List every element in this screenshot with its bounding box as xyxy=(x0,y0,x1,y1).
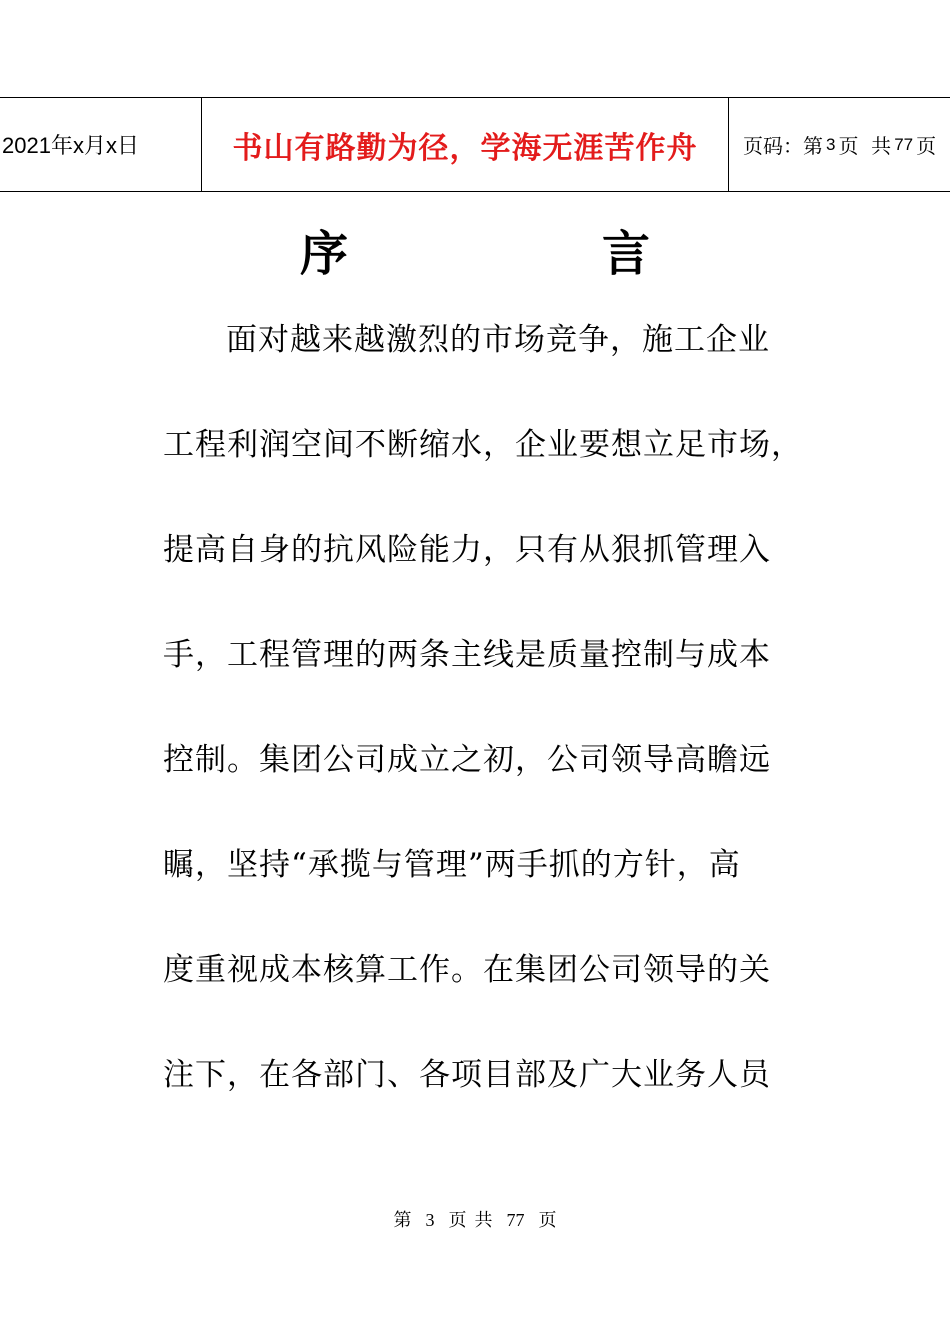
page-title-char-2: 言 xyxy=(602,226,651,282)
body-line: 手，工程管理的两条主线是质量控制与成本 xyxy=(163,637,771,673)
header-page-label: 页码：第 xyxy=(743,134,823,158)
footer-gong: 共 xyxy=(474,1210,493,1231)
header-page-number xyxy=(729,98,950,191)
footer-page-total: 77 xyxy=(506,1210,525,1230)
body-line: 面对越来越激烈的市场竞争，施工企业 xyxy=(226,322,770,358)
header-date-text: 2021年x月x日 xyxy=(2,133,139,158)
header-page-total: 77 xyxy=(894,134,914,154)
header-page-current: 3 xyxy=(826,134,836,154)
header-page-mid: 页 共 xyxy=(838,134,892,158)
header-page-tail: 页 xyxy=(916,134,937,158)
header-date xyxy=(0,98,202,191)
footer-di: 第 xyxy=(393,1210,412,1231)
body-line: 度重视成本核算工作。在集团公司领导的关 xyxy=(163,952,771,988)
body-line: 提高自身的抗风险能力，只有从狠抓管理入 xyxy=(163,532,771,568)
header-motto-text: 书山有路勤为径，学海无涯苦作舟 xyxy=(232,130,698,166)
footer-ye: 页 xyxy=(448,1210,467,1231)
body-line: 瞩，坚持“承揽与管理”两手抓的方针，高 xyxy=(163,847,741,883)
body-line: 工程利润空间不断缩水，企业要想立足市场， xyxy=(163,427,803,463)
page-title-char-1: 序 xyxy=(300,226,349,282)
header-table xyxy=(0,97,950,192)
footer-page-current: 3 xyxy=(425,1210,435,1230)
header-motto xyxy=(202,98,729,191)
footer-ye-end: 页 xyxy=(538,1210,557,1231)
body-line: 控制。集团公司成立之初，公司领导高瞻远 xyxy=(163,742,771,778)
page-footer xyxy=(0,1205,950,1236)
body-line: 注下，在各部门、各项目部及广大业务人员 xyxy=(163,1057,771,1093)
page-title xyxy=(0,214,950,294)
body-paragraph xyxy=(163,313,823,1153)
